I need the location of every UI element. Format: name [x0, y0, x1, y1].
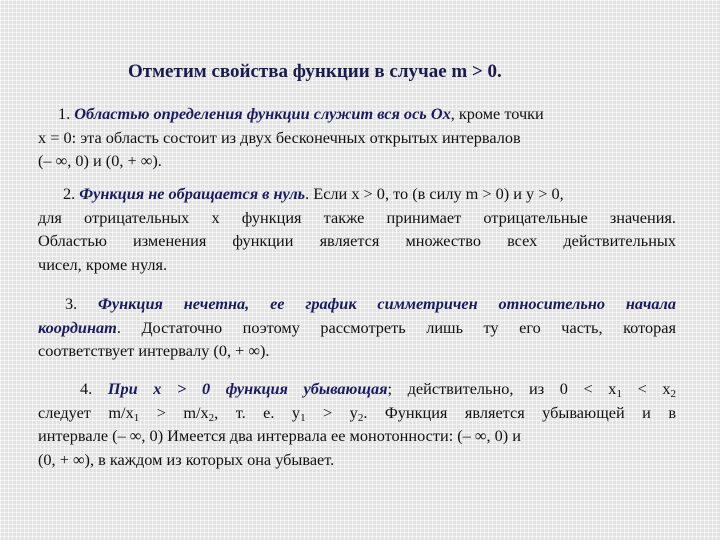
- body-text: следует m/x: [38, 402, 134, 422]
- paragraph-4-line-2: [38, 401, 676, 425]
- item-number: 4.: [80, 379, 108, 398]
- subscript: 2: [208, 411, 215, 424]
- paragraph-3: [38, 292, 676, 363]
- paragraph-4-line-1: [38, 377, 676, 401]
- paragraph-3-line-3: соответствует интервалу (0, + ∞).: [38, 341, 270, 360]
- body-text: ; действительно, из 0 < x: [387, 379, 617, 398]
- subscript: 1: [300, 411, 306, 424]
- body-text: . Достаточно поэтому рассмотреть лишь ту его часть, которая: [116, 317, 676, 337]
- body-text: < x: [621, 379, 671, 398]
- body-text: . Функция является убывающей и в: [363, 402, 677, 422]
- paragraph-2: [38, 182, 676, 276]
- paragraph-2-line-2: для отрицательных x функция также принимает отрицательные значения.: [38, 207, 676, 227]
- paragraph-2-line-4: чисел, кроме нуля.: [38, 254, 168, 274]
- paragraph-4-line-3: интервале (– ∞, 0) Имеется два интервала ее монотонности: (– ∞, 0) и: [38, 426, 522, 445]
- emphasis-text: При x > 0 функция убывающая: [107, 379, 388, 398]
- subscript: 2: [670, 388, 676, 400]
- item-number: 1.: [58, 104, 75, 123]
- paragraph-4: [38, 377, 676, 471]
- paragraph-1-line-3: (– ∞, 0) и (0, + ∞).: [38, 151, 162, 170]
- subscript: 1: [616, 388, 622, 400]
- body-text: > m/x: [139, 402, 209, 422]
- paragraph-1-line-2: x = 0: эта область состоит из двух бесконечных открытых интервалов: [38, 127, 521, 147]
- emphasis-text: Областью определения функции служит вся ось Ox: [74, 104, 451, 123]
- subscript: 2: [357, 411, 364, 424]
- item-number: 2.: [63, 184, 80, 203]
- subscript: 1: [133, 411, 140, 424]
- item-number: 3.: [65, 294, 99, 313]
- emphasis-text: координат: [38, 317, 117, 337]
- paragraph-4-line-4: (0, + ∞), в каждом из которых она убывает.: [38, 449, 335, 469]
- paragraph-1: [38, 102, 676, 173]
- paragraph-3-line-1: [38, 292, 676, 316]
- body-text: , кроме точки: [450, 104, 544, 123]
- emphasis-text: Функция не обращается в нуль: [79, 184, 306, 203]
- slide-title: Отметим свойства функции в случае m > 0.: [128, 61, 502, 82]
- paragraph-1-line-1: [38, 102, 676, 126]
- paragraph-2-line-3: Областью изменения функции является множество всех действительных: [38, 231, 676, 250]
- paragraph-2-line-1: [38, 182, 676, 206]
- body-text: , т. е. y: [214, 402, 301, 422]
- body-text: > y: [305, 402, 358, 422]
- emphasis-text: Функция нечетна, ее график симметричен относительно начала: [98, 294, 677, 313]
- body-text: . Если x > 0, то (в силу m > 0) и y > 0,: [305, 184, 564, 203]
- paragraph-3-line-2: [38, 316, 676, 340]
